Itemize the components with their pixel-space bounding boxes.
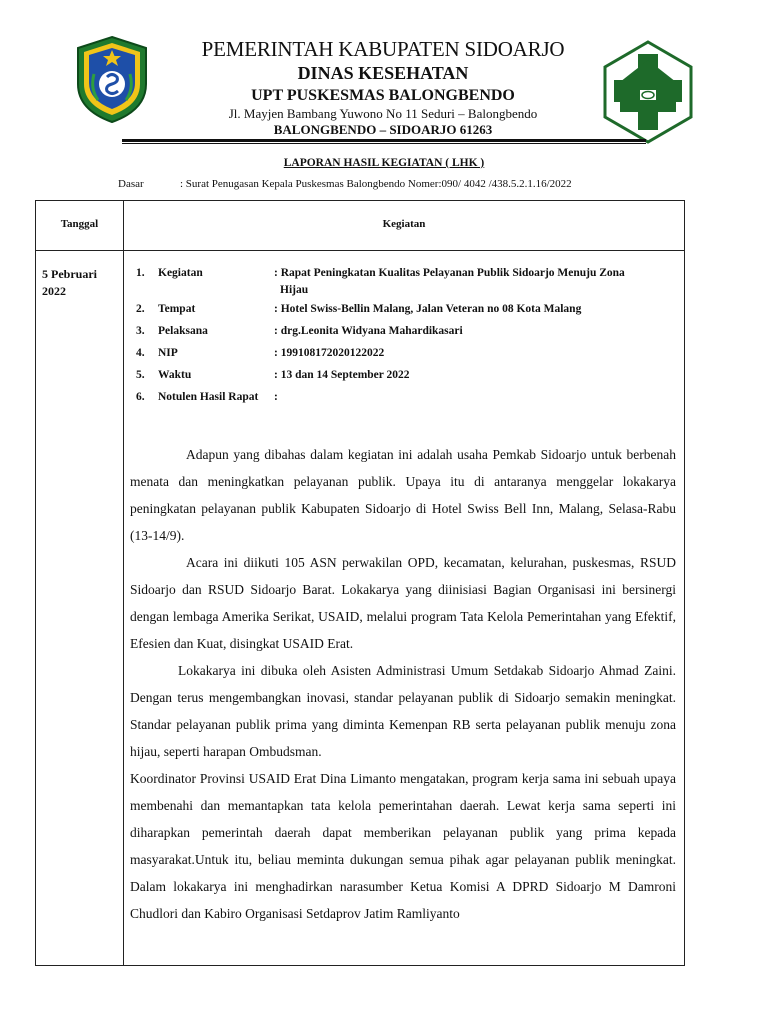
item-number: 6. (136, 391, 145, 403)
notes-paragraph: Acara ini diikuti 105 ASN perwakilan OPD, kecamatan, kelurahan, puskesmas, RSUD Sidoarjo dan RSUD Sidoarjo Barat. Lokakarya yang diinisiasi Bagian Organisasi ini bersinergi dengan lembaga Amerika Serikat, USAID, melalui program Tata Kelola Pemerintahan yang Efektif, Efesien dan Kuat, disingkat USAID Erat. (130, 555, 676, 651)
item-value: : Hotel Swiss-Bellin Malang, Jalan Veteran no 08 Kota Malang (274, 303, 582, 315)
item-label: Waktu (158, 369, 192, 381)
item-value-line1: : Rapat Peningkatan Kualitas Pelayanan Publik Sidoarjo Menuju Zona (274, 267, 625, 279)
item-number: 5. (136, 369, 145, 381)
table-column-divider (123, 201, 124, 965)
item-value-line2: Hijau (280, 284, 309, 296)
report-title: LAPORAN HASIL KEGIATAN ( LHK ) (283, 157, 485, 169)
puskesmas-logo (602, 40, 694, 144)
meeting-notes (130, 441, 676, 927)
detail-item (136, 367, 676, 389)
letterhead (0, 0, 768, 150)
activity-date (42, 266, 97, 300)
notes-paragraph: Adapun yang dibahas dalam kegiatan ini adalah usaha Pemkab Sidoarjo untuk berbenah menata dan meningkatkan pelayanan publik. Upaya itu di antaranya menggelar lokakarya peningkatan pelayanan publik Kabupaten Sidoarjo di Hotel Swiss Bell Inn, Malang, Selasa-Rabu (13-14/9). (130, 447, 676, 543)
dasar-label: Dasar (118, 178, 144, 190)
item-label: NIP (158, 347, 178, 359)
detail-item (136, 301, 676, 323)
date-line1: 5 Pebruari (42, 267, 97, 281)
header-unit: UPT PUSKESMAS BALONGBENDO (251, 87, 515, 104)
item-number: 1. (136, 267, 145, 279)
header-department: DINAS KESEHATAN (297, 63, 469, 83)
header-address: Jl. Mayjen Bambang Yuwono No 11 Seduri – Balongbendo (228, 106, 538, 121)
sidoarjo-emblem-logo (72, 34, 152, 124)
activity-table (35, 200, 685, 966)
dasar-line (118, 178, 572, 190)
item-value: : 13 dan 14 September 2022 (274, 369, 410, 381)
detail-item (136, 345, 676, 367)
table-header-divider (36, 250, 684, 251)
notes-paragraph: Lokakarya ini dibuka oleh Asisten Administrasi Umum Setdakab Sidoarjo Ahmad Zaini. Dengan terus mengembangkan inovasi, standar pelayanan publik di Sidoarjo semakin meningkat. Standar pelayanan publik prima yang diminta Kemenpan RB serta pelayanan publik menuju zona hijau, seperti harapan Ombudsman. (130, 663, 676, 759)
item-label: Notulen Hasil Rapat (158, 391, 259, 403)
activity-details (136, 265, 676, 411)
header-government: PEMERINTAH KABUPATEN SIDOARJO (201, 37, 565, 61)
item-value: : (274, 391, 278, 403)
item-label: Tempat (158, 303, 196, 315)
detail-item (136, 389, 676, 411)
date-line2: 2022 (42, 284, 66, 298)
detail-item (136, 265, 676, 301)
item-number: 4. (136, 347, 145, 359)
item-label: Pelaksana (158, 325, 208, 337)
header-rule-thick (122, 139, 646, 142)
item-value (274, 265, 674, 299)
item-value: : drg.Leonita Widyana Mahardikasari (274, 325, 463, 337)
item-number: 3. (136, 325, 145, 337)
item-value: : 199108172020122022 (274, 347, 385, 359)
detail-item (136, 323, 676, 345)
header-city: BALONGBENDO – SIDOARJO 61263 (273, 122, 493, 137)
column-header-kegiatan: Kegiatan (382, 218, 426, 230)
item-number: 2. (136, 303, 145, 315)
dasar-value: : Surat Penugasan Kepala Puskesmas Balongbendo Nomer:090/ 4042 /438.5.2.1.16/2022 (180, 178, 572, 190)
notes-paragraph: Koordinator Provinsi USAID Erat Dina Limanto mengatakan, program kerja sama ini sebuah upaya membenahi dan memantapkan tata kelola pemerintahan daerah. Lewat kerja sama seperti ini diharapkan pemerintah daerah dapat memberikan pelayanan publik yang prima kepada masyarakat.Untuk itu, beliau meminta dukungan semua pihak agar pelayanan publik meningkat. Dalam lokakarya ini menghadirkan narasumber Ketua Komisi A DPRD Sidoarjo M Damroni Chudlori dan Kabiro Organisasi Setdaprov Jatim Ramliyanto (130, 771, 676, 921)
item-label: Kegiatan (158, 267, 203, 279)
header-rule-thin (122, 143, 646, 144)
column-header-tanggal: Tanggal (60, 218, 99, 230)
